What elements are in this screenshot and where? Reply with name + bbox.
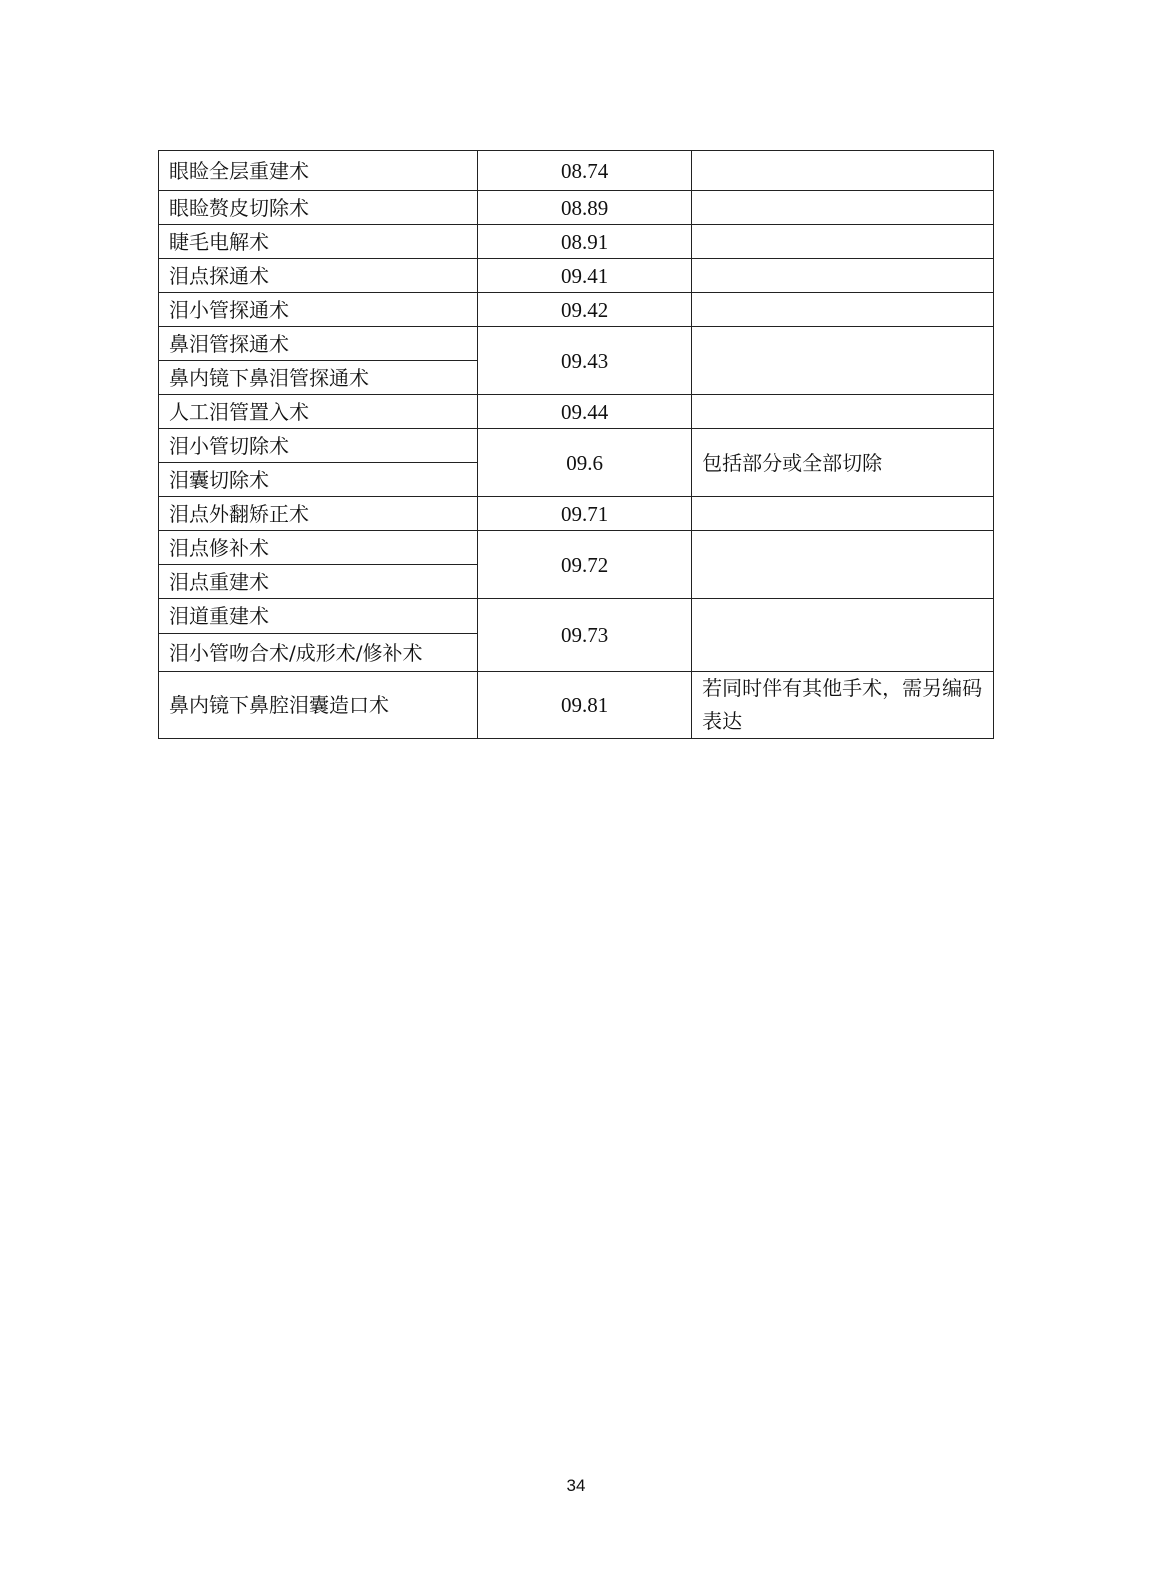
procedure-name: 泪小管吻合术/成形术/修补术 [159, 634, 478, 672]
procedure-code: 09.71 [478, 497, 692, 531]
procedure-note [692, 259, 994, 293]
procedure-note [692, 531, 994, 599]
table-row [159, 225, 994, 259]
procedure-code: 09.6 [478, 429, 692, 497]
procedure-note [692, 293, 994, 327]
procedure-name: 泪小管切除术 [159, 429, 478, 463]
table-row [159, 151, 994, 191]
procedure-name: 人工泪管置入术 [159, 395, 478, 429]
procedure-name: 泪囊切除术 [159, 463, 478, 497]
procedure-code: 09.43 [478, 327, 692, 395]
table-row [159, 293, 994, 327]
table-row [159, 429, 994, 463]
procedure-note [692, 497, 994, 531]
procedure-name: 泪道重建术 [159, 599, 478, 634]
procedure-name: 睫毛电解术 [159, 225, 478, 259]
procedure-note [692, 151, 994, 191]
procedure-name: 鼻内镜下鼻泪管探通术 [159, 361, 478, 395]
procedure-note [692, 395, 994, 429]
procedure-name: 鼻内镜下鼻腔泪囊造口术 [159, 672, 478, 739]
procedure-note [692, 327, 994, 395]
procedure-code-table [158, 150, 994, 739]
procedure-code: 09.44 [478, 395, 692, 429]
table-row [159, 395, 994, 429]
table-row [159, 497, 994, 531]
procedure-note [692, 225, 994, 259]
table-row [159, 599, 994, 634]
procedure-name: 泪点修补术 [159, 531, 478, 565]
procedure-code: 08.74 [478, 151, 692, 191]
procedure-note [692, 191, 994, 225]
table-row [159, 672, 994, 739]
table-row [159, 327, 994, 361]
page-number: 34 [566, 1476, 586, 1495]
procedure-name: 泪小管探通术 [159, 293, 478, 327]
table-row [159, 191, 994, 225]
table-row [159, 259, 994, 293]
procedure-note: 包括部分或全部切除 [692, 429, 994, 497]
procedure-code: 08.91 [478, 225, 692, 259]
procedure-code: 09.81 [478, 672, 692, 739]
procedure-name: 泪点探通术 [159, 259, 478, 293]
procedure-code: 09.41 [478, 259, 692, 293]
procedure-code: 08.89 [478, 191, 692, 225]
procedure-note [692, 599, 994, 672]
procedure-code: 09.72 [478, 531, 692, 599]
procedure-name: 泪点外翻矫正术 [159, 497, 478, 531]
procedure-note: 若同时伴有其他手术，需另编码表达 [692, 672, 994, 739]
procedure-name: 鼻泪管探通术 [159, 327, 478, 361]
procedure-name: 眼睑赘皮切除术 [159, 191, 478, 225]
procedure-name: 眼睑全层重建术 [159, 151, 478, 191]
procedure-code: 09.73 [478, 599, 692, 672]
procedure-name: 泪点重建术 [159, 565, 478, 599]
procedure-code: 09.42 [478, 293, 692, 327]
table-row [159, 531, 994, 565]
